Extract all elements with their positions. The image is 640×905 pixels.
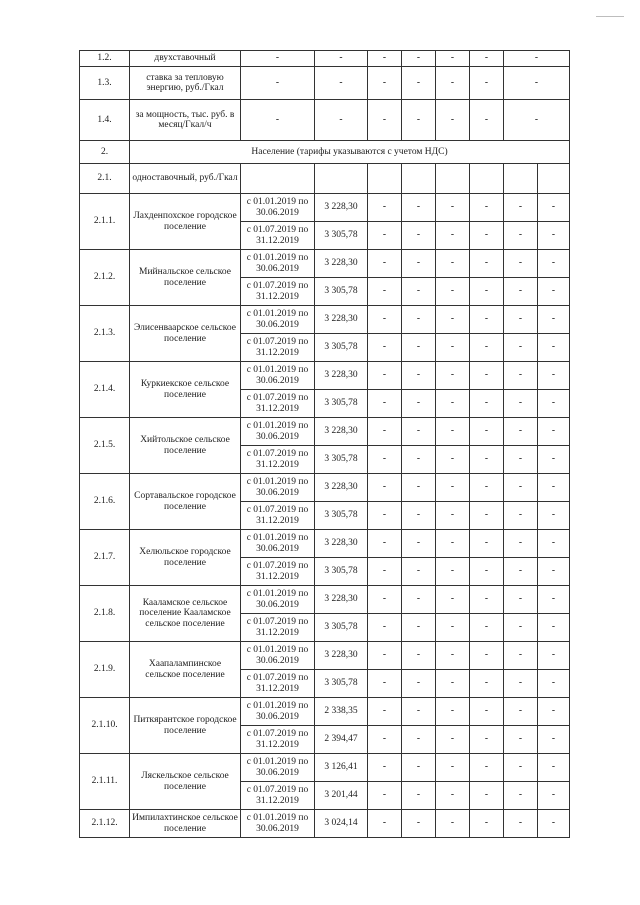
dash-cell: -: [436, 446, 470, 474]
dash-cell: -: [504, 530, 538, 558]
value-cell: -: [504, 100, 570, 141]
period-cell: с 01.01.2019 по 30.06.2019: [241, 474, 315, 502]
period-cell: с 01.01.2019 по 30.06.2019: [241, 698, 315, 726]
price-cell: 3 305,78: [315, 334, 368, 362]
dash-cell: -: [538, 222, 570, 250]
dash-cell: -: [470, 390, 504, 418]
value-cell: -: [470, 51, 504, 67]
settlement-name: Кааламское сельское поселение Кааламское сельское поселение: [130, 586, 241, 642]
subsection-row: [80, 164, 570, 194]
dash-cell: -: [538, 362, 570, 390]
dash-cell: -: [504, 586, 538, 614]
dash-cell: -: [538, 698, 570, 726]
dash-cell: -: [368, 754, 402, 782]
dash-cell: -: [436, 390, 470, 418]
empty-cell: [368, 164, 402, 194]
dash-cell: -: [436, 754, 470, 782]
price-cell: 3 228,30: [315, 642, 368, 670]
dash-cell: -: [470, 502, 504, 530]
dash-cell: -: [368, 390, 402, 418]
row-name: двухставочный: [130, 51, 241, 67]
dash-cell: -: [402, 586, 436, 614]
dash-cell: -: [402, 754, 436, 782]
table-row: [80, 250, 570, 278]
dash-cell: -: [470, 334, 504, 362]
dash-cell: -: [368, 278, 402, 306]
dash-cell: -: [368, 642, 402, 670]
dash-cell: -: [504, 474, 538, 502]
empty-cell: [315, 164, 368, 194]
settlement-name: Элисенваарское сельское поселение: [130, 306, 241, 362]
price-cell: 2 394,47: [315, 726, 368, 754]
period-cell: с 01.01.2019 по 30.06.2019: [241, 586, 315, 614]
dash-cell: -: [470, 726, 504, 754]
empty-cell: [470, 164, 504, 194]
dash-cell: -: [436, 278, 470, 306]
dash-cell: -: [538, 670, 570, 698]
settlement-number: 2.1.11.: [80, 754, 130, 810]
price-cell: 3 228,30: [315, 306, 368, 334]
period-cell: с 01.01.2019 по 30.06.2019: [241, 642, 315, 670]
settlement-number: 2.1.5.: [80, 418, 130, 474]
dash-cell: -: [436, 502, 470, 530]
dash-cell: -: [368, 726, 402, 754]
dash-cell: -: [402, 362, 436, 390]
dash-cell: -: [402, 474, 436, 502]
table-row: [80, 642, 570, 670]
settlement-name: Питкярантское городское поселение: [130, 698, 241, 754]
section-number: 2.: [80, 141, 130, 164]
dash-cell: -: [436, 362, 470, 390]
row-number: 1.4.: [80, 100, 130, 141]
section-row: [80, 141, 570, 164]
dash-cell: -: [504, 194, 538, 222]
settlement-name: Хелюльское городское поселение: [130, 530, 241, 586]
row-number: 1.2.: [80, 51, 130, 67]
settlement-number: 2.1.2.: [80, 250, 130, 306]
dash-cell: -: [402, 782, 436, 810]
price-cell: 3 228,30: [315, 362, 368, 390]
table-row: [80, 306, 570, 334]
row-name: ставка за тепловую энергию, руб./Гкал: [130, 67, 241, 100]
period-cell: с 01.07.2019 по 31.12.2019: [241, 614, 315, 642]
price-cell: 3 305,78: [315, 278, 368, 306]
dash-cell: -: [368, 698, 402, 726]
dash-cell: -: [538, 250, 570, 278]
dash-cell: -: [436, 614, 470, 642]
dash-cell: -: [402, 418, 436, 446]
price-cell: 3 305,78: [315, 670, 368, 698]
dash-cell: -: [368, 334, 402, 362]
dash-cell: -: [436, 194, 470, 222]
subsection-name: одноставочный, руб./Гкал: [130, 164, 241, 194]
value-cell: -: [402, 67, 436, 100]
dash-cell: -: [538, 194, 570, 222]
dash-cell: -: [470, 474, 504, 502]
dash-cell: -: [470, 698, 504, 726]
value-cell: -: [241, 51, 315, 67]
value-cell: -: [241, 67, 315, 100]
dash-cell: -: [436, 698, 470, 726]
dash-cell: -: [402, 530, 436, 558]
table-row: [80, 754, 570, 782]
dash-cell: -: [402, 194, 436, 222]
period-cell: с 01.07.2019 по 31.12.2019: [241, 558, 315, 586]
dash-cell: -: [368, 670, 402, 698]
row-number: 1.3.: [80, 67, 130, 100]
settlement-number: 2.1.9.: [80, 642, 130, 698]
dash-cell: -: [504, 306, 538, 334]
dash-cell: -: [504, 222, 538, 250]
dash-cell: -: [470, 782, 504, 810]
dash-cell: -: [368, 306, 402, 334]
empty-cell: [402, 164, 436, 194]
value-cell: -: [436, 100, 470, 141]
value-cell: -: [470, 67, 504, 100]
dash-cell: -: [538, 502, 570, 530]
dash-cell: -: [470, 362, 504, 390]
table-row: [80, 51, 570, 67]
table-row: [80, 810, 570, 838]
dash-cell: -: [538, 754, 570, 782]
price-cell: 3 305,78: [315, 558, 368, 586]
dash-cell: -: [368, 418, 402, 446]
period-cell: с 01.07.2019 по 31.12.2019: [241, 502, 315, 530]
period-cell: с 01.07.2019 по 31.12.2019: [241, 726, 315, 754]
dash-cell: -: [538, 446, 570, 474]
dash-cell: -: [368, 250, 402, 278]
dash-cell: -: [368, 810, 402, 838]
dash-cell: -: [368, 362, 402, 390]
settlement-number: 2.1.1.: [80, 194, 130, 250]
table-row: [80, 474, 570, 502]
dash-cell: -: [470, 222, 504, 250]
value-cell: -: [315, 67, 368, 100]
price-cell: 3 228,30: [315, 474, 368, 502]
settlement-number: 2.1.7.: [80, 530, 130, 586]
dash-cell: -: [436, 558, 470, 586]
dash-cell: -: [436, 222, 470, 250]
dash-cell: -: [504, 810, 538, 838]
dash-cell: -: [402, 614, 436, 642]
settlement-name: Импилахтинское сельское поселение: [130, 810, 241, 838]
dash-cell: -: [368, 502, 402, 530]
dash-cell: -: [538, 306, 570, 334]
dash-cell: -: [470, 250, 504, 278]
period-cell: с 01.07.2019 по 31.12.2019: [241, 390, 315, 418]
table-row: [80, 586, 570, 614]
dash-cell: -: [538, 474, 570, 502]
dash-cell: -: [504, 502, 538, 530]
dash-cell: -: [436, 782, 470, 810]
value-cell: -: [504, 67, 570, 100]
price-cell: 3 228,30: [315, 530, 368, 558]
dash-cell: -: [402, 670, 436, 698]
row-name: за мощность, тыс. руб. в месяц/Гкал/ч: [130, 100, 241, 141]
dash-cell: -: [368, 530, 402, 558]
period-cell: с 01.07.2019 по 31.12.2019: [241, 670, 315, 698]
dash-cell: -: [402, 698, 436, 726]
period-cell: с 01.07.2019 по 31.12.2019: [241, 334, 315, 362]
table-row: [80, 362, 570, 390]
value-cell: -: [315, 51, 368, 67]
value-cell: -: [368, 51, 402, 67]
dash-cell: -: [402, 502, 436, 530]
value-cell: -: [470, 100, 504, 141]
settlement-number: 2.1.10.: [80, 698, 130, 754]
section-title: Население (тарифы указываются с учетом НДС): [130, 141, 570, 164]
period-cell: с 01.01.2019 по 30.06.2019: [241, 362, 315, 390]
dash-cell: -: [402, 390, 436, 418]
dash-cell: -: [504, 446, 538, 474]
empty-cell: [538, 164, 570, 194]
value-cell: -: [402, 100, 436, 141]
value-cell: -: [436, 67, 470, 100]
price-cell: 3 305,78: [315, 614, 368, 642]
dash-cell: -: [402, 222, 436, 250]
value-cell: -: [241, 100, 315, 141]
tariff-table: [79, 50, 570, 838]
settlement-number: 2.1.12.: [80, 810, 130, 838]
dash-cell: -: [436, 334, 470, 362]
settlement-name: Куркиекское сельское поселение: [130, 362, 241, 418]
dash-cell: -: [538, 642, 570, 670]
value-cell: -: [315, 100, 368, 141]
empty-cell: [504, 164, 538, 194]
price-cell: 3 305,78: [315, 222, 368, 250]
dash-cell: -: [470, 446, 504, 474]
dash-cell: -: [504, 614, 538, 642]
dash-cell: -: [368, 586, 402, 614]
table-row: [80, 418, 570, 446]
dash-cell: -: [504, 670, 538, 698]
period-cell: с 01.01.2019 по 30.06.2019: [241, 810, 315, 838]
period-cell: с 01.01.2019 по 30.06.2019: [241, 194, 315, 222]
period-cell: с 01.07.2019 по 31.12.2019: [241, 278, 315, 306]
dash-cell: -: [504, 642, 538, 670]
empty-cell: [241, 164, 315, 194]
dash-cell: -: [436, 250, 470, 278]
dash-cell: -: [402, 250, 436, 278]
dash-cell: -: [436, 642, 470, 670]
dash-cell: -: [504, 558, 538, 586]
dash-cell: -: [538, 278, 570, 306]
dash-cell: -: [470, 530, 504, 558]
price-cell: 3 126,41: [315, 754, 368, 782]
dash-cell: -: [368, 474, 402, 502]
dash-cell: -: [368, 558, 402, 586]
price-cell: 3 228,30: [315, 418, 368, 446]
value-cell: -: [402, 51, 436, 67]
price-cell: 3 305,78: [315, 446, 368, 474]
period-cell: с 01.01.2019 по 30.06.2019: [241, 754, 315, 782]
price-cell: 3 305,78: [315, 390, 368, 418]
dash-cell: -: [504, 418, 538, 446]
value-cell: -: [368, 67, 402, 100]
dash-cell: -: [436, 306, 470, 334]
dash-cell: -: [402, 558, 436, 586]
table-row: [80, 67, 570, 100]
period-cell: с 01.01.2019 по 30.06.2019: [241, 418, 315, 446]
settlement-name: Хийтольское сельское поселение: [130, 418, 241, 474]
dash-cell: -: [504, 278, 538, 306]
price-cell: 3 228,30: [315, 194, 368, 222]
dash-cell: -: [402, 810, 436, 838]
settlement-number: 2.1.6.: [80, 474, 130, 530]
dash-cell: -: [436, 586, 470, 614]
dash-cell: -: [538, 586, 570, 614]
dash-cell: -: [402, 446, 436, 474]
dash-cell: -: [402, 726, 436, 754]
settlement-number: 2.1.4.: [80, 362, 130, 418]
period-cell: с 01.07.2019 по 31.12.2019: [241, 782, 315, 810]
dash-cell: -: [470, 810, 504, 838]
dash-cell: -: [504, 754, 538, 782]
dash-cell: -: [504, 334, 538, 362]
dash-cell: -: [402, 642, 436, 670]
dash-cell: -: [538, 390, 570, 418]
dash-cell: -: [470, 558, 504, 586]
dash-cell: -: [538, 558, 570, 586]
dash-cell: -: [368, 194, 402, 222]
table-row: [80, 698, 570, 726]
dash-cell: -: [538, 334, 570, 362]
dash-cell: -: [504, 250, 538, 278]
dash-cell: -: [504, 362, 538, 390]
dash-cell: -: [368, 446, 402, 474]
corner-mark: [596, 16, 624, 17]
dash-cell: -: [470, 642, 504, 670]
dash-cell: -: [470, 278, 504, 306]
dash-cell: -: [538, 726, 570, 754]
settlement-name: Хаапалампинское сельское поселение: [130, 642, 241, 698]
dash-cell: -: [538, 782, 570, 810]
price-cell: 2 338,35: [315, 698, 368, 726]
price-cell: 3 228,30: [315, 586, 368, 614]
dash-cell: -: [538, 530, 570, 558]
dash-cell: -: [436, 530, 470, 558]
settlement-name: Лахденпохское городское поселение: [130, 194, 241, 250]
settlement-name: Ляскельское сельское поселение: [130, 754, 241, 810]
dash-cell: -: [504, 726, 538, 754]
settlement-name: Сортавальское городское поселение: [130, 474, 241, 530]
period-cell: с 01.01.2019 по 30.06.2019: [241, 530, 315, 558]
price-cell: 3 024,14: [315, 810, 368, 838]
price-cell: 3 201,44: [315, 782, 368, 810]
subsection-number: 2.1.: [80, 164, 130, 194]
period-cell: с 01.07.2019 по 31.12.2019: [241, 446, 315, 474]
dash-cell: -: [402, 306, 436, 334]
dash-cell: -: [436, 726, 470, 754]
dash-cell: -: [436, 670, 470, 698]
settlement-number: 2.1.8.: [80, 586, 130, 642]
price-cell: 3 305,78: [315, 502, 368, 530]
dash-cell: -: [436, 474, 470, 502]
period-cell: с 01.01.2019 по 30.06.2019: [241, 306, 315, 334]
dash-cell: -: [538, 418, 570, 446]
dash-cell: -: [504, 698, 538, 726]
value-cell: -: [436, 51, 470, 67]
table-row: [80, 100, 570, 141]
value-cell: -: [368, 100, 402, 141]
settlement-number: 2.1.3.: [80, 306, 130, 362]
dash-cell: -: [436, 418, 470, 446]
dash-cell: -: [368, 782, 402, 810]
dash-cell: -: [368, 222, 402, 250]
dash-cell: -: [470, 586, 504, 614]
dash-cell: -: [538, 810, 570, 838]
table-body: [80, 51, 570, 838]
dash-cell: -: [402, 334, 436, 362]
dash-cell: -: [504, 782, 538, 810]
dash-cell: -: [470, 194, 504, 222]
dash-cell: -: [470, 418, 504, 446]
table-row: [80, 194, 570, 222]
dash-cell: -: [538, 614, 570, 642]
period-cell: с 01.07.2019 по 31.12.2019: [241, 222, 315, 250]
period-cell: с 01.01.2019 по 30.06.2019: [241, 250, 315, 278]
value-cell: -: [504, 51, 570, 67]
dash-cell: -: [436, 810, 470, 838]
table-row: [80, 530, 570, 558]
dash-cell: -: [470, 754, 504, 782]
dash-cell: -: [368, 614, 402, 642]
dash-cell: -: [402, 278, 436, 306]
dash-cell: -: [470, 306, 504, 334]
empty-cell: [436, 164, 470, 194]
dash-cell: -: [470, 614, 504, 642]
dash-cell: -: [470, 670, 504, 698]
price-cell: 3 228,30: [315, 250, 368, 278]
dash-cell: -: [504, 390, 538, 418]
settlement-name: Мийнальское сельское поселение: [130, 250, 241, 306]
